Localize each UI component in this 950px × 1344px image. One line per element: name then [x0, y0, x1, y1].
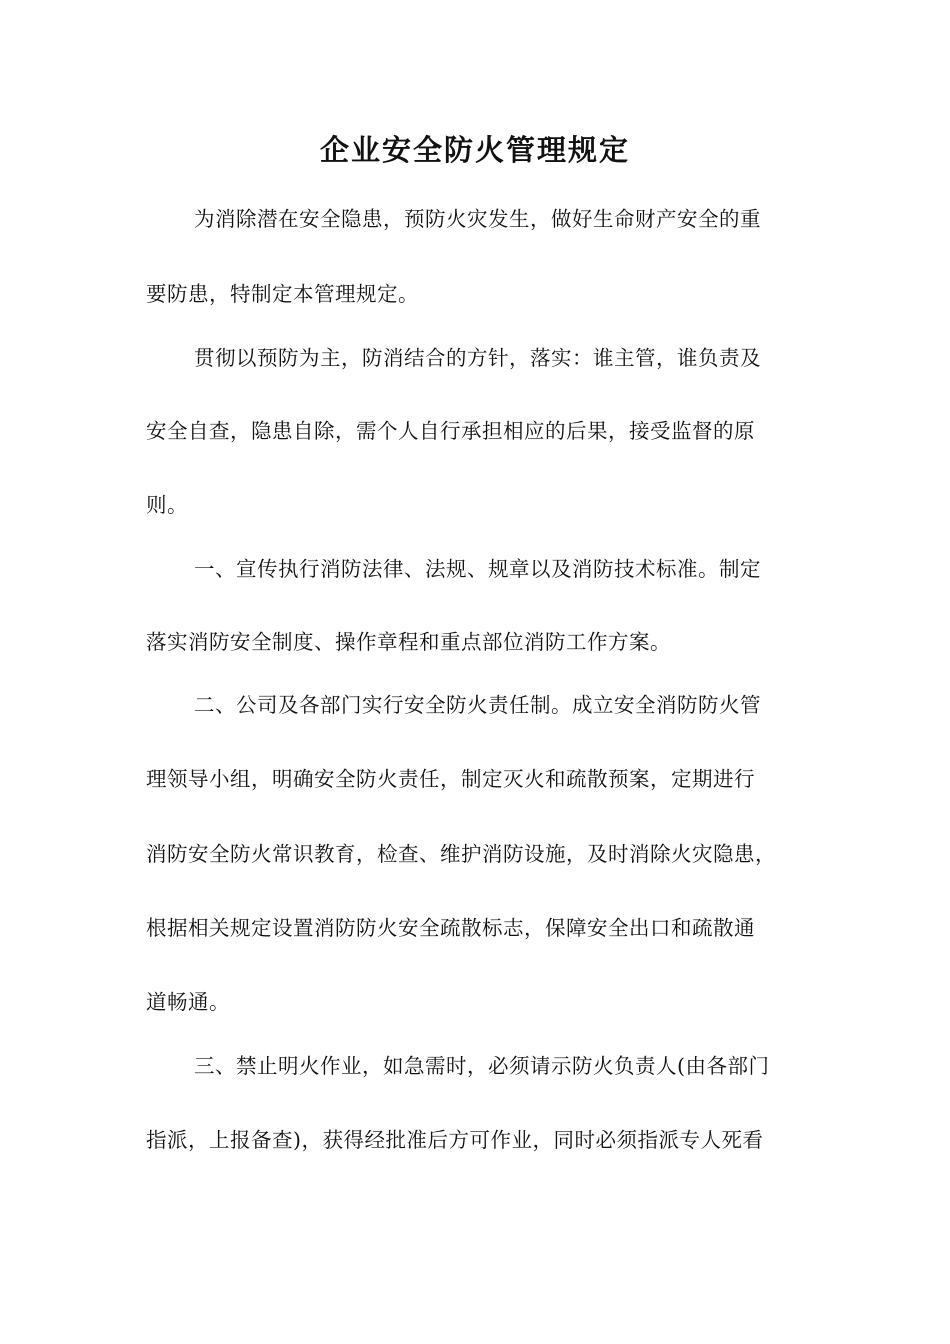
paragraph-4-line-5: 道畅通。 [146, 990, 230, 1014]
paragraph-4-line-4: 根据相关规定设置消防防火安全疏散标志，保障安全出口和疏散通 [146, 916, 755, 940]
paragraph-5-line-2: 指派，上报备查)，获得经批准后方可作业，同时必须指派专人死看 [146, 1128, 764, 1152]
paragraph-4-line-1: 二、公司及各部门实行安全防火责任制。成立安全消防防火管 [194, 693, 761, 717]
paragraph-2-line-2: 安全自查，隐患自除，需个人自行承担相应的后果，接受监督的原 [146, 419, 755, 443]
paragraph-3-line-2: 落实消防安全制度、操作章程和重点部位消防工作方案。 [146, 630, 671, 654]
document-title: 企业安全防火管理规定 [319, 133, 630, 167]
paragraph-2-line-3: 则。 [146, 493, 188, 517]
paragraph-3-line-1: 一、宣传执行消防法律、法规、规章以及消防技术标准。制定 [194, 557, 761, 581]
paragraph-1-line-2: 要防患，特制定本管理规定。 [146, 282, 419, 306]
paragraph-2-line-1: 贯彻以预防为主，防消结合的方针，落实：谁主管，谁负责及 [194, 346, 761, 370]
paragraph-4-line-3: 消防安全防火常识教育，检查、维护消防设施，及时消除火灾隐患， [146, 842, 776, 866]
paragraph-5-line-1: 三、禁止明火作业，如急需时，必须请示防火负责人(由各部门 [194, 1054, 770, 1078]
paragraph-4-line-2: 理领导小组，明确安全防火责任，制定灭火和疏散预案，定期进行 [146, 767, 755, 791]
paragraph-1-line-1: 为消除潜在安全隐患，预防火灾发生，做好生命财产安全的重 [194, 207, 761, 231]
